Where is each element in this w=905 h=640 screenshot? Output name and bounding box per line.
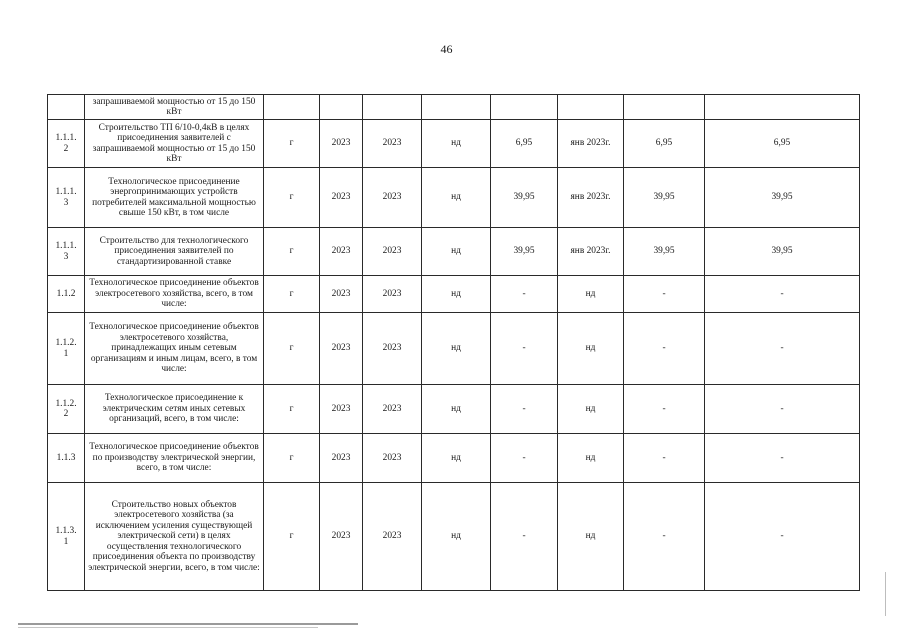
row-date: нд: [558, 313, 624, 385]
row-value-3: 39,95: [705, 228, 860, 276]
row-code: 1.1.2: [48, 276, 85, 313]
row-description: Технологическое присоединение объектов электросетевого хозяйства, всего, в том числе:: [85, 276, 264, 313]
row-unit: г: [264, 228, 320, 276]
row-value-1: -: [491, 434, 558, 483]
row-year-start: 2023: [320, 168, 363, 228]
scan-artifact-line: [18, 627, 318, 628]
row-year-end: 2023: [363, 313, 422, 385]
row-code: 1.1.3. 1: [48, 483, 85, 591]
row-value-3: -: [705, 313, 860, 385]
row-year-end: 2023: [363, 228, 422, 276]
row-source: нд: [422, 276, 491, 313]
row-value-1: 6,95: [491, 120, 558, 168]
row-value-1: -: [491, 483, 558, 591]
row-year-start: 2023: [320, 434, 363, 483]
row-source: нд: [422, 385, 491, 434]
row-code: 1.1.1. 3: [48, 228, 85, 276]
row-source: нд: [422, 228, 491, 276]
row-description: Технологическое присоединение энергопринимающих устройств потребителей максимальной мощностью свыше 150 кВт, в том числе: [85, 168, 264, 228]
row-date: нд: [558, 483, 624, 591]
row-year-end: [363, 95, 422, 120]
row-code: 1.1.3: [48, 434, 85, 483]
row-date: нд: [558, 434, 624, 483]
row-unit: г: [264, 120, 320, 168]
row-value-1: -: [491, 385, 558, 434]
row-year-end: 2023: [363, 120, 422, 168]
row-value-2: 6,95: [624, 120, 705, 168]
row-date: янв 2023г.: [558, 228, 624, 276]
row-code: 1.1.2. 1: [48, 313, 85, 385]
row-description: запрашиваемой мощностью от 15 до 150 кВт: [85, 95, 264, 120]
table-row: [48, 228, 860, 276]
row-value-3: -: [705, 434, 860, 483]
row-value-3: 6,95: [705, 120, 860, 168]
table-row: [48, 434, 860, 483]
row-date: [558, 95, 624, 120]
row-description: Технологическое присоединение к электрическим сетям иных сетевых организаций, всего, в том числе:: [85, 385, 264, 434]
row-code: [48, 95, 85, 120]
table-row: [48, 313, 860, 385]
row-value-1: -: [491, 276, 558, 313]
row-unit: г: [264, 385, 320, 434]
row-date: нд: [558, 276, 624, 313]
row-source: нд: [422, 120, 491, 168]
row-date: янв 2023г.: [558, 168, 624, 228]
row-source: [422, 95, 491, 120]
row-value-2: 39,95: [624, 228, 705, 276]
row-year-end: 2023: [363, 434, 422, 483]
row-value-3: -: [705, 385, 860, 434]
row-value-2: -: [624, 276, 705, 313]
investment-table: [47, 94, 860, 591]
row-value-3: -: [705, 276, 860, 313]
row-year-end: 2023: [363, 483, 422, 591]
row-source: нд: [422, 168, 491, 228]
row-unit: г: [264, 313, 320, 385]
row-year-start: 2023: [320, 228, 363, 276]
row-value-2: -: [624, 385, 705, 434]
row-value-2: -: [624, 483, 705, 591]
row-code: 1.1.2. 2: [48, 385, 85, 434]
row-date: янв 2023г.: [558, 120, 624, 168]
table-row: [48, 385, 860, 434]
row-unit: г: [264, 483, 320, 591]
row-unit: г: [264, 434, 320, 483]
row-value-1: 39,95: [491, 228, 558, 276]
row-description: Технологическое присоединение объектов по производству электрической энергии, всего, в том числе:: [85, 434, 264, 483]
row-year-start: 2023: [320, 483, 363, 591]
table-row: [48, 95, 860, 120]
row-value-3: [705, 95, 860, 120]
table-row: [48, 120, 860, 168]
scan-edge-mark: [885, 572, 886, 616]
row-year-start: 2023: [320, 313, 363, 385]
row-value-2: [624, 95, 705, 120]
row-source: нд: [422, 313, 491, 385]
row-code: 1.1.1. 2: [48, 120, 85, 168]
table-row: [48, 276, 860, 313]
row-unit: [264, 95, 320, 120]
row-value-1: -: [491, 313, 558, 385]
row-source: нд: [422, 434, 491, 483]
row-value-2: -: [624, 313, 705, 385]
row-value-3: 39,95: [705, 168, 860, 228]
row-description: Строительство ТП 6/10-0,4кВ в целях присоединения заявителей с запрашиваемой мощностью от 15 до 150 кВт: [85, 120, 264, 168]
row-value-1: [491, 95, 558, 120]
row-year-end: 2023: [363, 168, 422, 228]
row-year-start: 2023: [320, 276, 363, 313]
row-year-start: [320, 95, 363, 120]
page-number: 46: [440, 42, 453, 56]
row-unit: г: [264, 276, 320, 313]
row-code: 1.1.1. 3: [48, 168, 85, 228]
scan-artifact-line: [18, 623, 358, 625]
row-value-2: 39,95: [624, 168, 705, 228]
row-description: Строительство новых объектов электросетевого хозяйства (за исключением усиления существующей электрической сети) в целях осуществления технологического присоединения объекта по производству электрической энергии, всего, в том числе:: [85, 483, 264, 591]
row-description: Технологическое присоединение объектов электросетевого хозяйства, принадлежащих иным сетевым организациям и иным лицам, всего, в том числе:: [85, 313, 264, 385]
row-value-2: -: [624, 434, 705, 483]
row-value-3: -: [705, 483, 860, 591]
row-year-end: 2023: [363, 276, 422, 313]
row-year-start: 2023: [320, 120, 363, 168]
table-row: [48, 168, 860, 228]
row-value-1: 39,95: [491, 168, 558, 228]
row-unit: г: [264, 168, 320, 228]
row-description: Строительство для технологического присоединения заявителей по стандартизированной ставке: [85, 228, 264, 276]
row-year-start: 2023: [320, 385, 363, 434]
row-source: нд: [422, 483, 491, 591]
row-date: нд: [558, 385, 624, 434]
table-row: [48, 483, 860, 591]
row-year-end: 2023: [363, 385, 422, 434]
